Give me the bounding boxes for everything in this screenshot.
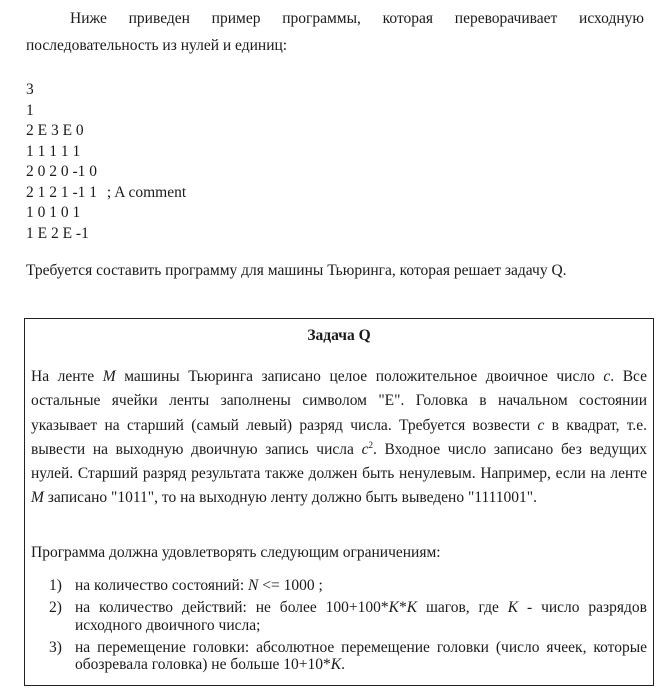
program-line: 2 1 2 1 -1 1 — [26, 183, 98, 201]
task-description — [31, 365, 647, 511]
text-fragment: На ленте — [31, 368, 95, 385]
variable-c: c — [537, 416, 545, 434]
variable-N: N — [248, 577, 259, 594]
text-fragment: шагов, где — [425, 599, 499, 616]
text-fragment: в квадрат, т.е. вывести на выходную двоичную запись числа — [31, 416, 648, 458]
text-fragment: * — [398, 599, 407, 616]
list-item — [49, 577, 647, 595]
text-fragment: . — [341, 656, 345, 673]
list-item — [49, 639, 647, 674]
text-fragment: . Все остальные ячейки ленты заполнены символом "E". Головка в начальном состоянии указывает на старший (самый левый) разряд числа. Требуется возвести — [31, 368, 648, 434]
program-line: 1 0 1 0 1 — [26, 204, 81, 221]
task-title: Задача Q — [307, 327, 371, 344]
variable-c: c — [603, 368, 611, 385]
program-line: 1 1 1 1 1 — [26, 142, 81, 160]
text-fragment: машины Тьюринга записано целое положительное двоичное число — [124, 368, 595, 385]
program-line: 1 — [26, 101, 34, 119]
program-line: 3 — [26, 81, 34, 98]
task-request-paragraph: Требуется составить программу для машины Тьюринга, которая решает задачу Q. — [26, 262, 567, 279]
constraints-list — [49, 577, 647, 678]
variable-M: M — [102, 368, 116, 385]
text-fragment: записано "1011", то на выходную ленту должно быть выведено "1111001". — [47, 489, 538, 507]
text-fragment: на количество действий: не более 100+100* — [75, 599, 389, 616]
variable-c: c — [361, 440, 369, 458]
variable-K: K — [406, 599, 418, 616]
text-fragment: - число разрядов исходного двоичного числа; — [75, 599, 648, 634]
list-number: 3) — [49, 638, 62, 656]
variable-K: K — [507, 599, 519, 616]
constraints-intro: Программа должна удовлетворять следующим ограничениям: — [31, 544, 441, 561]
text-fragment: на перемещение головки: абсолютное перемещение головки (число ячеек, которые обозревала головка) не больше 10+10* — [75, 638, 647, 673]
variable-M: M — [31, 489, 44, 507]
text-fragment: на количество состояний: — [75, 577, 245, 594]
text-fragment: <= 1000 ; — [262, 577, 323, 594]
task-box — [24, 318, 654, 686]
program-comment: ; A comment — [106, 183, 187, 201]
program-listing — [26, 80, 186, 244]
variable-K: K — [388, 599, 399, 616]
program-line: 2 0 2 0 -1 0 — [26, 163, 98, 180]
list-item — [49, 599, 647, 634]
intro-paragraph: Ниже приведен пример программы, которая переворачивает исходную последовательность из нулей и единиц: — [26, 10, 644, 54]
variable-K: K — [330, 656, 342, 673]
program-line-with-comment — [26, 183, 186, 204]
list-number: 1) — [49, 577, 62, 594]
list-number: 2) — [49, 599, 62, 616]
program-line: 1 E 2 E -1 — [26, 224, 89, 242]
program-line: 2 E 3 E 0 — [26, 122, 84, 139]
text-fragment: . Входное число записано без ведущих нулей. Старший разряд результата также должен быть ненулевым. Например, если на ленте — [31, 440, 647, 483]
superscript-2: 2 — [368, 439, 373, 450]
